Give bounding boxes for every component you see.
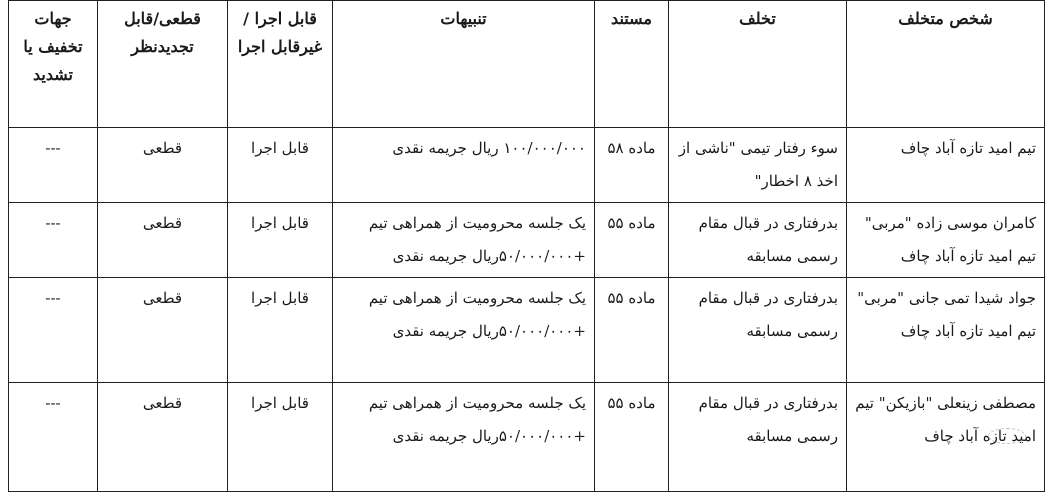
cell-violation: سوء رفتار تیمی "ناشی از اخذ ۸ اخطار" <box>669 128 847 203</box>
cell-enforceable: قابل اجرا <box>228 203 333 278</box>
cell-person: مصطفی زینعلی "بازیکن" تیم امید تازه آباد چاف <box>847 383 1045 492</box>
table-row <box>9 203 1045 278</box>
ruling-document <box>8 0 1044 495</box>
table-row <box>9 278 1045 383</box>
header-penalty: تنبیهات <box>333 1 595 128</box>
cell-penalty: یک جلسه محرومیت از همراهی تیم +۵۰/۰۰۰/۰۰۰ریال جریمه نقدی <box>333 278 595 383</box>
cell-article: ماده ۵۵ <box>595 278 669 383</box>
cell-article: ماده ۵۸ <box>595 128 669 203</box>
cell-penalty: یک جلسه محرومیت از همراهی تیم +۵۰/۰۰۰/۰۰۰ریال جریمه نقدی <box>333 383 595 492</box>
header-person: شخص متخلف <box>847 1 1045 128</box>
cell-enforceable: قابل اجرا <box>228 278 333 383</box>
cell-article: ماده ۵۵ <box>595 203 669 278</box>
cell-finality: قطعی <box>98 128 228 203</box>
cell-violation: بدرفتاری در قبال مقام رسمی مسابقه <box>669 278 847 383</box>
cell-violation: بدرفتاری در قبال مقام رسمی مسابقه <box>669 383 847 492</box>
cell-penalty: ۱۰۰/۰۰۰/۰۰۰ ریال جریمه نقدی <box>333 128 595 203</box>
header-finality: قطعی/قابل تجدیدنظر <box>98 1 228 128</box>
header-violation: تخلف <box>669 1 847 128</box>
cell-finality: قطعی <box>98 278 228 383</box>
cell-mitigation: --- <box>9 278 98 383</box>
cell-person: جواد شیدا تمی جانی "مربی" تیم امید تازه آباد چاف <box>847 278 1045 383</box>
cell-enforceable: قابل اجرا <box>228 383 333 492</box>
cell-mitigation: --- <box>9 383 98 492</box>
cell-person: کامران موسی زاده "مربی" تیم امید تازه آباد چاف <box>847 203 1045 278</box>
header-article: مستند <box>595 1 669 128</box>
table-row <box>9 383 1045 492</box>
cell-violation: بدرفتاری در قبال مقام رسمی مسابقه <box>669 203 847 278</box>
header-row <box>9 1 1045 128</box>
cell-penalty: یک جلسه محرومیت از همراهی تیم +۵۰/۰۰۰/۰۰۰ریال جریمه نقدی <box>333 203 595 278</box>
disciplinary-table <box>8 0 1045 492</box>
cell-article: ماده ۵۵ <box>595 383 669 492</box>
cell-mitigation: --- <box>9 203 98 278</box>
cell-finality: قطعی <box>98 383 228 492</box>
header-enforceable: قابل اجرا /غیرقابل اجرا <box>228 1 333 128</box>
cell-finality: قطعی <box>98 203 228 278</box>
stamp-mark-icon <box>988 428 1026 444</box>
cell-enforceable: قابل اجرا <box>228 128 333 203</box>
cell-mitigation: --- <box>9 128 98 203</box>
table-row <box>9 128 1045 203</box>
header-mitigation: جهات تخفیف یا تشدید <box>9 1 98 128</box>
cell-person: تیم امید تازه آباد چاف <box>847 128 1045 203</box>
